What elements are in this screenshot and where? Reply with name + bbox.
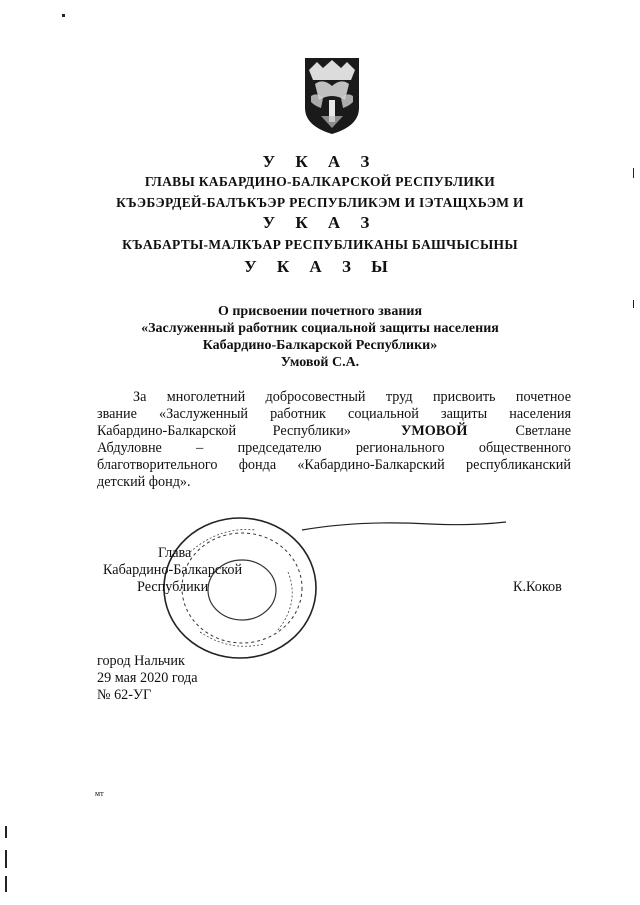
signatory-title-line3: Республики	[137, 579, 209, 595]
scan-edge-mark	[5, 850, 7, 868]
ukaz-heading: У К А З	[262, 152, 378, 171]
body-line-2: звание «Заслуженный работник социальной защиты населения	[97, 406, 571, 422]
decree-title-line1: О присвоении почетного звания	[217, 304, 423, 319]
glava-heading-kbd: КЪЭБЭРДЕЙ-БАЛЪКЪЭР РЕСПУБЛИКЭМ И ІЭТАЩХЬЭМ И	[116, 195, 524, 210]
issue-date: 29 мая 2020 года	[97, 670, 198, 686]
recipient-name: Светлане	[515, 423, 571, 439]
recipient-surname: УМОВОЙ	[401, 423, 468, 439]
body-line-5: благотворительного фонда «Кабардино-Балкарский республиканский	[97, 457, 571, 473]
coat-of-arms-emblem	[303, 56, 361, 136]
body-line-3	[97, 423, 571, 440]
scan-edge-mark	[5, 826, 7, 838]
signatory-title-line1: Глава	[158, 545, 192, 561]
typist-initials: мт	[95, 789, 104, 798]
scan-edge-mark	[633, 168, 634, 178]
decree-title-line2: «Заслуженный работник социальной защиты населения	[141, 321, 499, 336]
signatory-name: К.Коков	[513, 579, 562, 595]
glava-heading-krc: КЪАБАРТЫ-МАЛКЪАР РЕСПУБЛИКАНЫ БАШЧЫСЫНЫ	[122, 237, 518, 252]
scan-edge-mark	[5, 876, 7, 892]
issue-city: город Нальчик	[97, 653, 185, 669]
scan-edge-mark	[633, 300, 634, 308]
body-line-1: За многолетний добросовестный труд присвоить почетное	[133, 389, 571, 405]
scan-speck	[62, 14, 65, 17]
body-line-3-republic: Кабардино-Балкарской Республики»	[97, 423, 351, 439]
signatory-title-line2: Кабардино-Балкарской	[103, 562, 243, 578]
ukaz-heading-kbd: У К А З	[262, 213, 378, 232]
ukazy-heading-krc: У К А З Ы	[244, 257, 396, 276]
handwritten-signature	[300, 516, 510, 536]
decree-title-line4: Умовой С.А.	[280, 355, 360, 370]
body-line-4: Абдуловне – председателю регионального общественного	[97, 440, 571, 456]
body-line-6: детский фонд».	[97, 474, 191, 490]
decree-number: № 62-УГ	[97, 687, 152, 703]
decree-title-line3: Кабардино-Балкарской Республики»	[202, 338, 438, 353]
glava-heading-ru: ГЛАВЫ КАБАРДИНО-БАЛКАРСКОЙ РЕСПУБЛИКИ	[144, 174, 496, 189]
